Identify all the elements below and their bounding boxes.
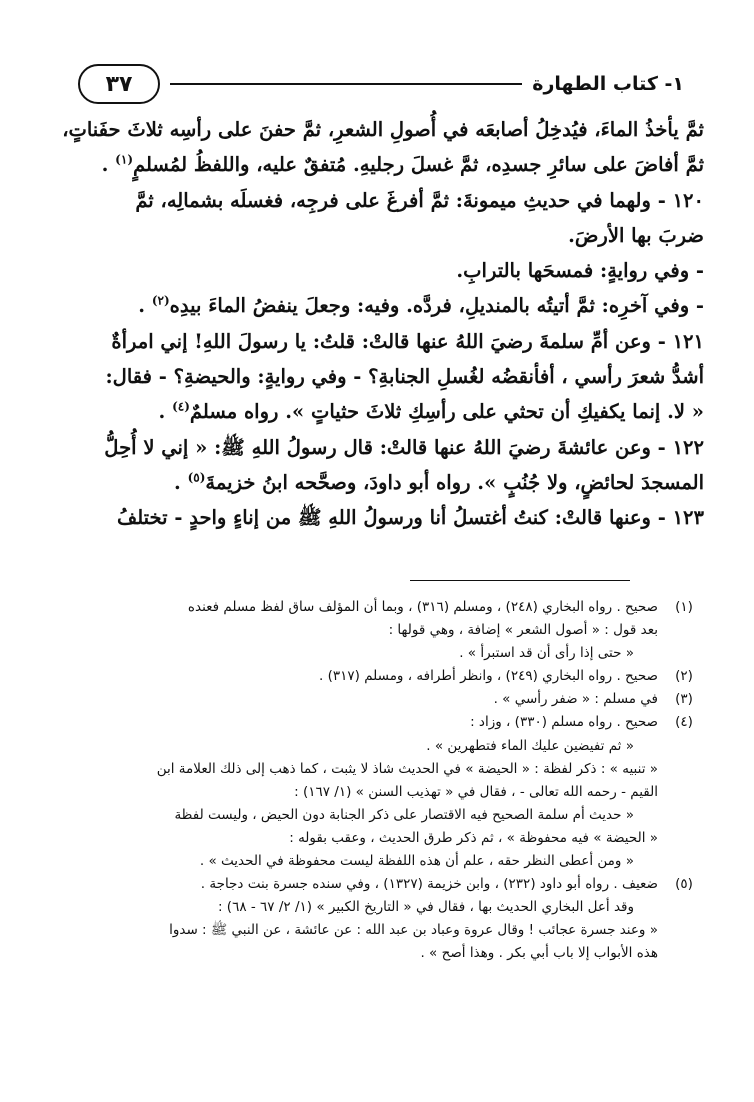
footnote-line: « ومن أعطى النظر حقه ، علم أن هذه اللفظة ليست محفوظة في الحديث » . [199,853,634,870]
footnote-line: « وعند جسرة عجائب ! وقال عروة وعباد بن عبد الله : عن عائشة ، عن النبي ﷺ : سدوا [169,922,658,939]
hadith-122: ١٢٢ - وعن عائشةَ رضيَ اللهُ عنها قالتْ: قال رسولُ اللهِ ﷺ: « إني لا أُحِلُّ [104,435,704,459]
text-line: ضربَ بها الأرضَ. [568,223,704,247]
footnote-4 [44,711,710,873]
text-line: - وفي آخرِه: ثمَّ أتيتُه بالمنديلِ، فردَّه. وفيه: وجعلَ ينفضُ الماءَ بيدِه$^{(٢)}$ . [138,293,704,318]
footnotes [44,596,710,966]
footnote-line: « حديث أم سلمة الصحيح فيه الاقتصار على ذكر الجنابة دون الحيض ، وليست لفظة [174,806,634,823]
footnote-ref: (١) [115,152,133,167]
page-number-badge: ٣٧ [78,64,160,104]
footnote-separator [410,580,630,581]
text-line: - وفي روايةٍ: فمسحَها بالترابِ. [456,259,704,283]
footnote-line: ضعيف . رواه أبو داود (٢٣٢) ، وابن خزيمة (١٣٢٧) ، وفي سنده جسرة بنت دجاجة . [200,876,658,893]
footnote-line: وقد أعل البخاري الحديث بها ، فقال في « التاريخ الكبير » (١/ ٢/ ٦٧ - ٦٨) : [217,899,634,916]
main-text [58,112,704,536]
footnote-number: (٢) [675,668,693,685]
footnote-5 [44,873,710,965]
footnote-line: « الحيضة » فيه محفوظة » ، ثم ذكر طرق الحديث ، وعقب بقوله : [289,829,658,846]
footnote-line: في مسلم : « ضفر رأسي » . [493,691,658,708]
footnote-2 [44,665,710,688]
page-header [78,58,684,110]
text-line: أشدُّ شعرَ رأسي ، أفأنقضُه لغُسلِ الجنابةِ؟ - وفي روايةٍ: والحيضةِ؟ - فقال: [105,365,704,389]
text-line: « لا. إنما يكفيكِ أن تحثي على رأسِكِ ثلاثَ حثياتٍ ». رواه مسلمٌ$^{(٤)}$ . [158,399,704,424]
footnote-line: صحيح . رواه البخاري (٢٤٨) ، ومسلم (٣١٦) ، وبما أن المؤلف ساق لفظ مسلم فعنده [187,599,658,615]
hadith-121: ١٢١ - وعن أمِّ سلمةَ رضيَ اللهُ عنها قالتْ: قلتُ: يا رسولَ اللهِ! إني امرأةٌ [111,329,704,353]
chapter-title: ١- كتاب الطهارة [532,73,684,95]
footnote-number: (١) [675,599,693,615]
footnote-line: « ثم تفيضين عليك الماء فتطهرين » . [426,737,634,754]
footnote-line: بعد قول : « أصول الشعر » إضافة ، وهي قولها : [388,622,658,639]
footnote-3 [44,688,710,711]
footnote-line: هذه الأبواب إلا باب أبي بكر . وهذا أصح » . [420,945,658,962]
footnote-number: (٤) [675,714,693,731]
footnote-number: (٣) [675,691,693,708]
footnote-ref: (٤) [172,399,190,414]
footnote-ref: (٥) [187,470,206,485]
footnote-ref: (٢) [151,293,170,308]
hadith-120: ١٢٠ - ولهما في حديثِ ميمونةَ: ثمَّ أفرغَ على فرجِه، فغسلَه بشمالِه، ثمَّ [135,188,704,212]
header-rule [170,83,522,85]
footnote-1 [44,596,710,665]
footnote-line: صحيح . رواه مسلم (٣٣٠) ، وزاد : [470,714,658,731]
footnote-line: صحيح . رواه البخاري (٢٤٩) ، وانظر أطرافه ، ومسلم (٣١٧) . [319,668,658,685]
text-line: ثمَّ أفاضَ على سائرِ جسدِه، ثمَّ غسلَ رجليهِ. مُتفقٌ عليه، واللفظُ لمُسلمٍ$^{(١)}$ . [101,152,704,177]
text-line: ثمَّ يأخذُ الماءَ، فيُدخِلُ أصابعَه في أُصولِ الشعرِ، ثمَّ حفنَ على رأسِه ثلاثَ حفَناتٍ، [62,118,704,141]
footnote-line: القيم - رحمه الله تعالى - ، فقال في « تهذيب السنن » (١/ ١٦٧) : [294,783,658,800]
text-line: المسجدَ لحائضٍ، ولا جُنُبٍ ». رواه أبو داودَ، وصحَّحه ابنُ خزيمةَ$^{(٥)}$ . [174,470,704,494]
footnote-number: (٥) [675,876,693,893]
footnote-line: « تنبيه » : ذكر لفظة : « الحيضة » في الحديث شاذ لا يثبت ، كما ذهب إلى ذلك العلامة ابن [156,760,658,777]
hadith-123: ١٢٣ - وعنها قالتْ: كنتُ أغتسلُ أنا ورسولُ اللهِ ﷺ من إناءٍ واحدٍ - تختلفُ [117,506,704,530]
footnote-line: « حتى إذا رأى أن قد استبرأ » . [459,645,634,662]
